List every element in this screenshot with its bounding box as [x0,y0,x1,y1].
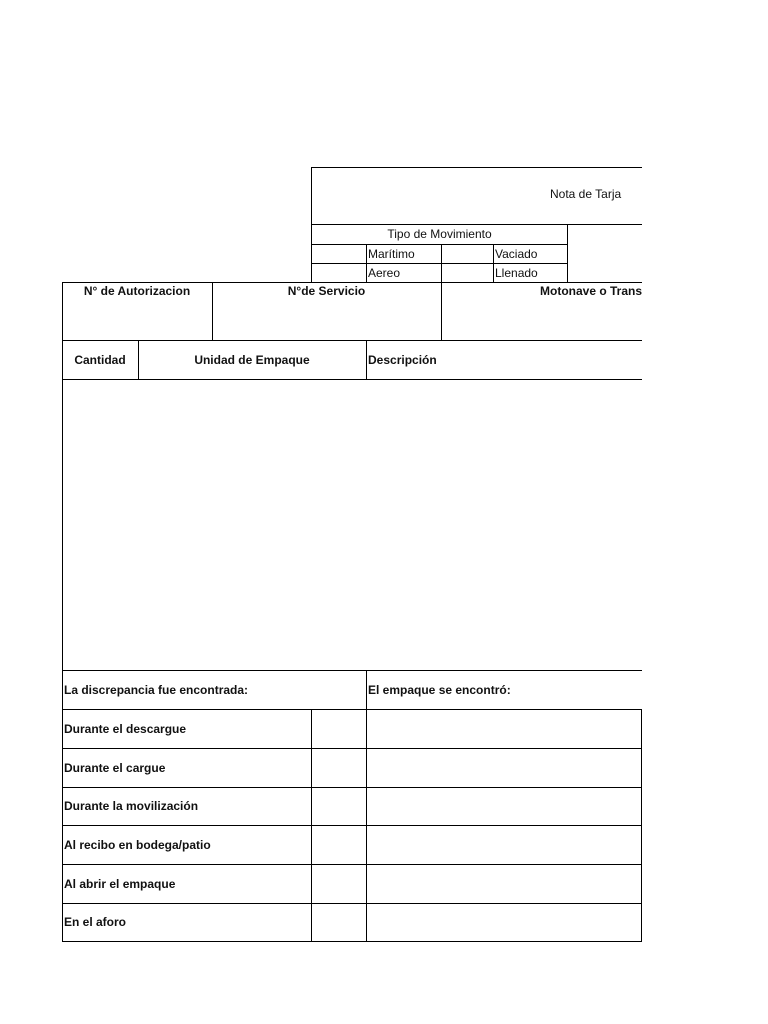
discrepancia-row-label: Durante el cargue [64,761,166,775]
discrepancia-row-label: Durante la movilización [64,799,199,813]
autorizacion-field[interactable] [63,300,211,339]
discrepancia-heading: La discrepancia fue encontrada: [64,683,249,697]
discrepancia-check-field[interactable] [312,904,366,940]
rule [62,340,642,341]
discrepancia-check-field[interactable] [312,749,366,786]
motonave-field[interactable] [442,300,642,339]
rule [311,244,568,245]
items-area[interactable] [63,380,642,670]
vaciado-label: Vaciado [495,247,538,261]
discrepancia-row-label: Al recibo en bodega/patio [64,838,211,852]
rule [641,709,642,942]
discrepancia-row-label: Al abrir el empaque [64,877,176,891]
rule [62,670,642,671]
servicio-field[interactable] [213,300,440,339]
rule [62,282,642,283]
discrepancia-row-label: Durante el descargue [64,722,187,736]
rule [493,244,494,283]
motonave-label: Motonave o Trans [540,284,643,298]
discrepancia-check-field[interactable] [312,865,366,902]
empaque-heading: El empaque se encontró: [368,683,511,697]
discrepancia-check-field[interactable] [312,788,366,824]
unidad-empaque-header: Unidad de Empaque [194,353,310,367]
rule [311,167,642,168]
llenado-label: Llenado [495,266,538,280]
empaque-estado-field[interactable] [367,710,641,941]
aereo-label: Aereo [368,266,401,280]
rule [62,941,642,942]
autorizacion-label: N° de Autorizacion [83,284,191,298]
rule [311,263,568,264]
rule [366,340,367,380]
descripcion-header: Descripción [368,353,437,367]
rule [311,224,642,225]
rule [366,244,367,283]
rule [311,167,312,283]
discrepancia-check-field[interactable] [312,710,366,747]
discrepancia-row-label: En el aforo [64,915,127,929]
tipo-movimiento-heading: Tipo de Movimiento [387,227,492,241]
maritimo-check-field[interactable] [442,245,492,263]
cantidad-header: Cantidad [74,353,126,367]
maritimo-label: Marítimo [368,247,415,261]
discrepancia-check-field[interactable] [312,826,366,863]
form-title: Nota de Tarja [550,187,622,201]
aereo-check-field[interactable] [442,264,492,282]
servicio-label: N°de Servicio [287,284,366,298]
